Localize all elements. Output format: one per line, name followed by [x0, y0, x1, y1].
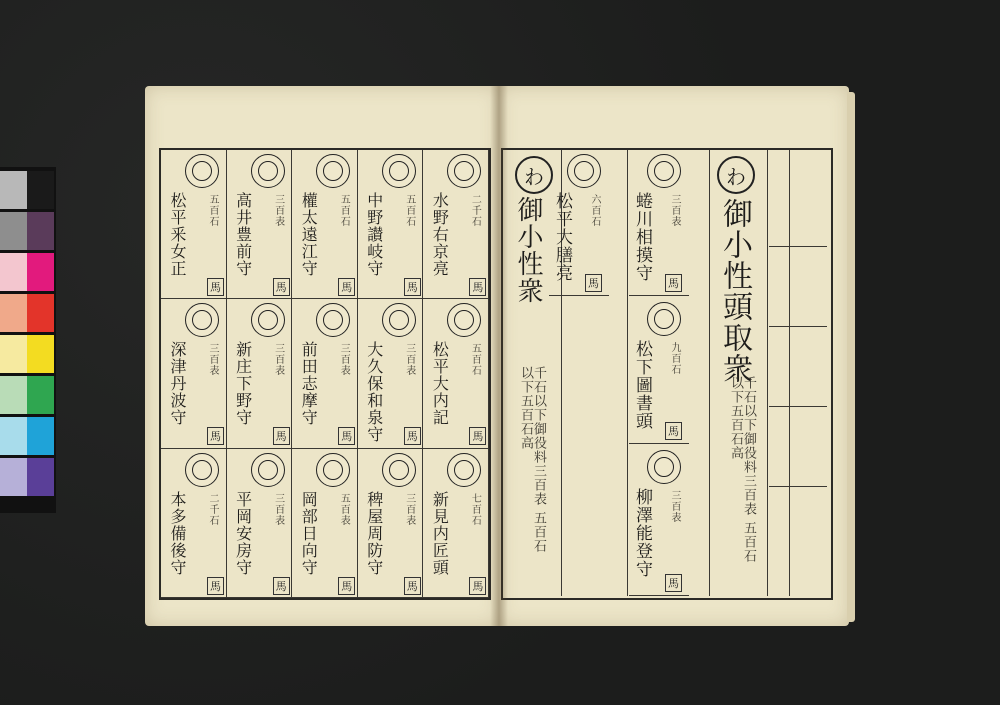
entry-name: 水野右京亮 [430, 192, 450, 277]
family-crest-icon [316, 154, 350, 188]
family-crest-icon [251, 303, 285, 337]
entry-name: 稗屋周防守 [364, 490, 384, 576]
entry-rank: 五百石 [469, 343, 481, 377]
roster-entry [629, 150, 689, 296]
right-page [499, 86, 849, 626]
color-swatch [27, 253, 54, 291]
family-crest-icon [185, 453, 219, 487]
entry-rank: 五百石 [403, 194, 415, 227]
color-swatch [0, 171, 27, 209]
color-swatch [0, 376, 27, 414]
entry-name: 深津丹波守 [168, 341, 187, 427]
color-swatch [27, 212, 54, 250]
roster-entry [423, 150, 489, 299]
entry-rank: 二千石 [207, 492, 218, 526]
color-swatch [27, 458, 54, 496]
sub-section-kana: わ [515, 156, 553, 194]
entry-rank: 三百表 [403, 343, 415, 377]
entry-name: 大久保和泉守 [364, 341, 384, 444]
roster-entry [358, 449, 424, 598]
horse-label: 馬 [207, 577, 224, 595]
horse-label: 馬 [469, 427, 486, 445]
entry-name: 岡部日向守 [299, 490, 319, 576]
entry-rank: 三百表 [272, 194, 284, 227]
roster-entry [423, 449, 489, 598]
entry-name: 高井豊前守 [233, 192, 253, 277]
entry-rank: 六百石 [589, 194, 600, 227]
horse-label: 馬 [469, 577, 486, 595]
color-calibration-chart [0, 167, 56, 513]
page-title: 御小性頭取衆 [717, 198, 752, 384]
family-crest-icon [185, 154, 219, 188]
horse-label: 馬 [338, 577, 355, 595]
family-crest-icon [382, 154, 416, 188]
entry-rank: 二千石 [469, 194, 481, 227]
horse-label: 馬 [404, 427, 421, 445]
roster-entry [227, 299, 293, 448]
entry-name: 松平大内記 [430, 341, 450, 427]
sub-note: 千石以下御役料三百表 五百石以下五百石高 [518, 366, 546, 554]
title-note: 千石以下御役料三百表 五百石以下五百石高 [728, 376, 756, 564]
color-swatch [27, 376, 54, 414]
family-crest-icon [382, 303, 416, 337]
roster-entry [292, 299, 358, 448]
color-swatch [0, 253, 27, 291]
roster-entry [292, 449, 358, 598]
family-crest-icon [251, 453, 285, 487]
color-swatch [0, 294, 27, 332]
horse-label: 馬 [585, 274, 602, 292]
entry-name: 本多備後守 [168, 490, 187, 576]
left-page [145, 86, 499, 626]
color-swatch [0, 458, 27, 496]
entry-name: 蜷川相摸守 [632, 192, 652, 282]
entry-rank: 三百表 [338, 343, 350, 377]
color-swatch [27, 335, 54, 373]
horse-label: 馬 [665, 274, 682, 292]
horse-label: 馬 [404, 278, 421, 296]
color-swatch [0, 335, 27, 373]
color-swatch [0, 417, 27, 455]
family-crest-icon [647, 302, 681, 336]
family-crest-icon [382, 453, 416, 487]
entry-rank: 五百石 [207, 194, 218, 227]
entry-rank: 三百表 [272, 343, 284, 377]
horse-label: 馬 [338, 427, 355, 445]
entry-rank: 三百表 [669, 490, 680, 523]
horse-label: 馬 [469, 278, 486, 296]
horse-label: 馬 [273, 427, 290, 445]
entry-name: 前田志摩守 [299, 341, 319, 427]
horse-label: 馬 [665, 574, 682, 592]
family-crest-icon [447, 453, 481, 487]
entry-name: 松下圖書頭 [632, 340, 652, 430]
entry-name: 松平大膳亮 [552, 192, 572, 282]
horse-label: 馬 [404, 577, 421, 595]
roster-entry [423, 299, 489, 448]
entry-rank: 七百石 [469, 492, 481, 526]
entry-name: 松平釆女正 [168, 192, 187, 277]
entry-name: 柳澤能登守 [632, 488, 652, 578]
entry-rank: 三百表 [403, 492, 415, 526]
entry-name: 新見内匠頭 [430, 490, 450, 576]
family-crest-icon [647, 154, 681, 188]
roster-entry [161, 299, 227, 448]
page-edge [847, 92, 855, 622]
roster-entry [292, 150, 358, 299]
roster-entry [161, 449, 227, 598]
entry-name: 平岡安房守 [233, 490, 253, 576]
horse-label: 馬 [207, 278, 224, 296]
entry-rank: 九百石 [669, 342, 680, 375]
entry-rank: 五百表 [338, 492, 350, 526]
family-crest-icon [567, 154, 601, 188]
color-swatch [0, 212, 27, 250]
entry-name: 中野讃岐守 [364, 192, 384, 277]
entry-rank: 三百表 [669, 194, 680, 227]
color-swatch [27, 171, 54, 209]
entry-rank: 五百石 [338, 194, 350, 227]
entry-rank: 三百表 [207, 343, 218, 377]
section-kana-wa: わ [717, 156, 755, 194]
color-swatch [27, 417, 54, 455]
family-crest-icon [447, 303, 481, 337]
color-swatch [27, 294, 54, 332]
family-crest-icon [185, 303, 219, 337]
roster-entry [358, 299, 424, 448]
roster-entry [629, 298, 689, 444]
family-crest-icon [251, 154, 285, 188]
entry-name: 新庄下野守 [233, 341, 253, 427]
family-crest-icon [447, 154, 481, 188]
entry-name: 權太遠江守 [299, 192, 319, 277]
sub-title: 御小性衆 [513, 196, 543, 304]
horse-label: 馬 [207, 427, 224, 445]
horse-label: 馬 [665, 422, 682, 440]
book-gutter [490, 86, 508, 626]
roster-entry [161, 150, 227, 299]
family-crest-icon [316, 453, 350, 487]
roster-entry [549, 150, 609, 296]
entry-rank: 三百表 [272, 492, 284, 526]
roster-entry [629, 446, 689, 596]
open-book [145, 86, 853, 628]
family-crest-icon [316, 303, 350, 337]
horse-label: 馬 [273, 278, 290, 296]
roster-entry [358, 150, 424, 299]
horse-label: 馬 [338, 278, 355, 296]
roster-entry [227, 150, 293, 299]
family-crest-icon [647, 450, 681, 484]
roster-entry [227, 449, 293, 598]
horse-label: 馬 [273, 577, 290, 595]
